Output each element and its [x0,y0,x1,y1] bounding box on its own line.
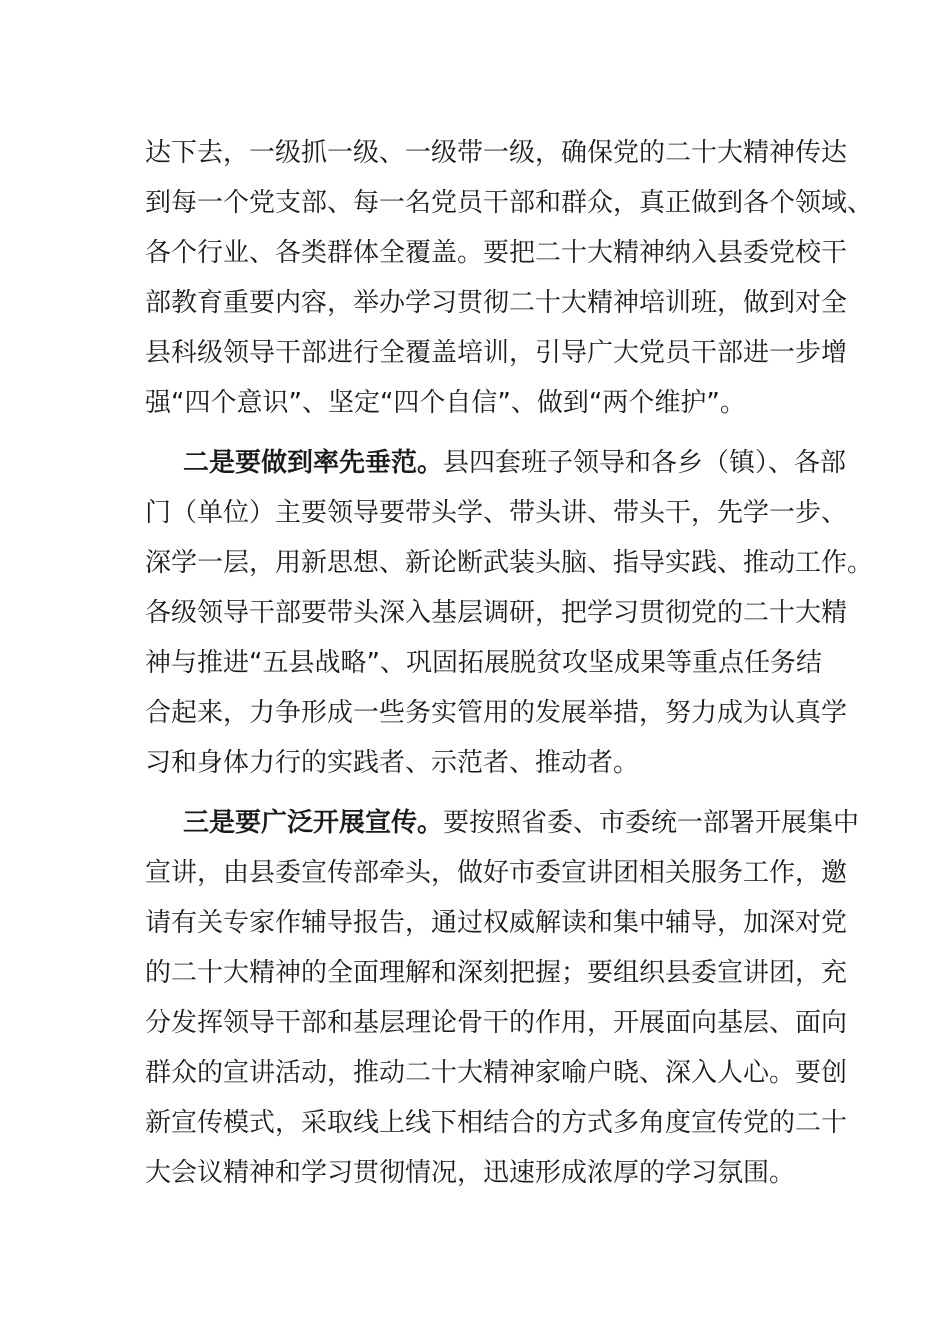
paragraph-3-line-3: 请有关专家作辅导报告，通过权威解读和集中辅导，加深对党 [145,908,848,938]
paragraph-2-line-5: 神与推进“五县战略”、巩固拓展脱贫攻坚成果等重点任务结 [145,648,822,678]
paragraph-3-line-8: 大会议精神和学习贯彻情况，迅速形成浓厚的学习氛围。 [145,1158,796,1188]
paragraph-2-line-7: 习和身体力行的实践者、示范者、推动者。 [145,748,640,778]
paragraph-1-line-2: 到每一个党支部、每一名党员干部和群众，真正做到各个领域、 [145,188,874,218]
paragraph-1-line-1: 达下去，一级抓一级、一级带一级，确保党的二十大精神传达 [145,138,848,168]
paragraph-3-first-line-text: 要按照省委、市委统一部署开展集中 [443,808,860,838]
paragraph-2-first-line-text: 县四套班子领导和各乡（镇）、各部 [443,448,847,478]
paragraph-2-line-2: 门（单位）主要领导要带头学、带头讲、带头干，先学一步、 [145,498,848,528]
paragraph-2-heading: 二是要做到率先垂范。 [183,448,444,478]
paragraph-2-line-4: 各级领导干部要带头深入基层调研，把学习贯彻党的二十大精 [145,598,848,628]
paragraph-3-line-2: 宣讲，由县委宣传部牵头，做好市委宣讲团相关服务工作，邀 [145,858,848,888]
paragraph-3-line-1 [183,806,859,840]
paragraph-3-line-4: 的二十大精神的全面理解和深刻把握；要组织县委宣讲团，充 [145,958,848,988]
paragraph-1-line-4: 部教育重要内容，举办学习贯彻二十大精神培训班，做到对全 [145,288,848,318]
paragraph-3-line-7: 新宣传模式，采取线上线下相结合的方式多角度宣传党的二十 [145,1108,848,1138]
paragraph-1-line-6: 强“四个意识”、坚定“四个自信”、做到“两个维护”。 [145,388,746,418]
paragraph-3-heading: 三是要广泛开展宣传。 [183,808,444,838]
paragraph-3-line-5: 分发挥领导干部和基层理论骨干的作用，开展面向基层、面向 [145,1008,848,1038]
paragraph-3-line-6: 群众的宣讲活动，推动二十大精神家喻户晓、深入人心。要创 [145,1058,848,1088]
paragraph-1-line-5: 县科级领导干部进行全覆盖培训，引导广大党员干部进一步增 [145,338,848,368]
paragraph-2-line-1 [183,446,846,480]
paragraph-2-line-6: 合起来，力争形成一些务实管用的发展举措，努力成为认真学 [145,698,848,728]
paragraph-2-line-3: 深学一层，用新思想、新论断武装头脑、指导实践、推动工作。 [145,548,874,578]
paragraph-1-line-3: 各个行业、各类群体全覆盖。要把二十大精神纳入县委党校干 [145,238,848,268]
